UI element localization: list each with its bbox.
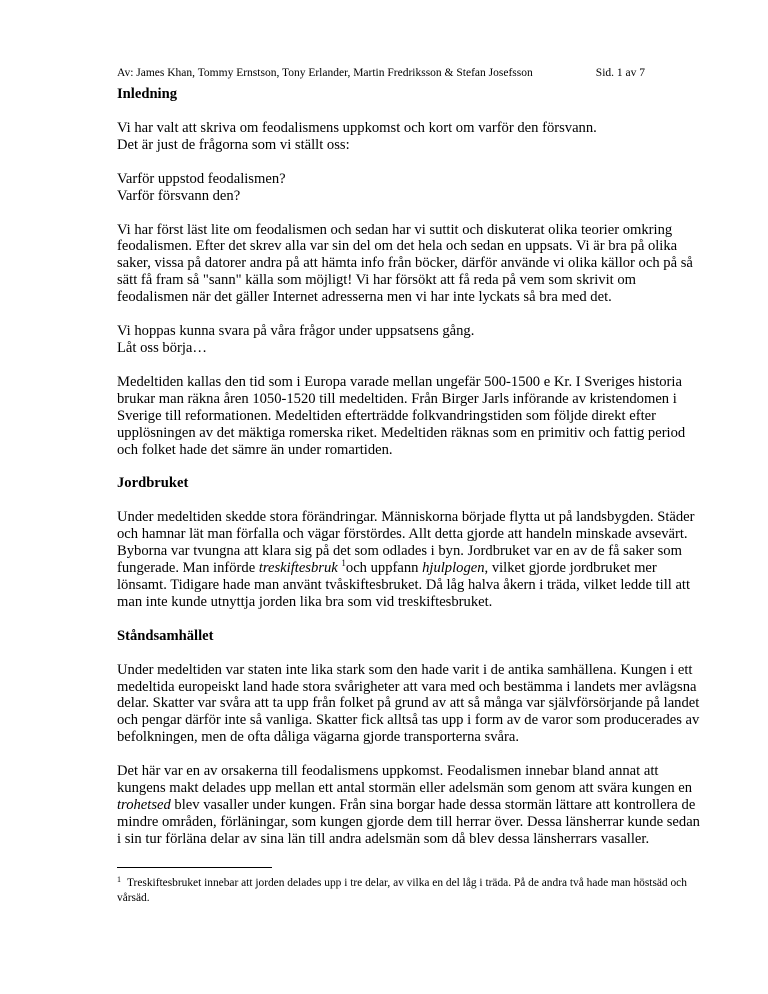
heading-standssamhallet: Ståndsamhället [117, 627, 214, 644]
jordbruket-paragraph [117, 509, 707, 610]
question-2: Varför försvann den? [117, 187, 241, 204]
document-body [117, 86, 707, 848]
page-header [117, 66, 645, 80]
hope-paragraph [117, 323, 707, 357]
footnote-text: Treskiftesbruket innebar att jorden delades upp i tre delar, av vilka en del låg i träda. På de andra två hade man höstsäd och vårsäd. [117, 877, 687, 904]
medeltiden-paragraph: Medeltiden kallas den tid som i Europa varade mellan ungefär 500-1500 e Kr. I Sveriges historia brukar man räkna åren 1050-1520 till medeltiden. Från Birger Jarls införande av kristendomen i Sverige till reformationen. Medeltiden efterträdde folkvandringstiden som följde direkt efter upplösningen av det mäktiga romerska riket. Medeltiden räknas som en primitiv och fattig period och folket hade det sämre än under romartiden. [117, 373, 686, 458]
intro-paragraph [117, 120, 707, 154]
term-treskiftesbruk: treskiftesbruk [258, 560, 338, 577]
standssamhallet-paragraph-1: Under medeltiden var staten inte lika stark som den hade varit i de antika samhällena. Kungen i ett medeltida europeiskt land hade stora svårigheter att vara med och bestämma i landets mer avlägsna delar. Skatter var svåra att ta upp från folket på grund av att så många var självförsörjande på landet och pengar därför inte så vanliga. Skatter fick alltså tas upp i form av de varor som producerades av befolkningen, men de ofta dåliga vägarna gjorde transporterna svåra. [117, 661, 700, 746]
header-page-number: Sid. 1 av 7 [595, 67, 645, 79]
intro-line-2: Det är just de frågorna som vi ställt oss: [117, 136, 350, 153]
header-authors: Av: James Khan, Tommy Ernstson, Tony Erlander, Martin Fredriksson & Stefan Josefsson [117, 67, 533, 79]
term-trohetsed: trohetsed [117, 797, 171, 813]
footnote [117, 876, 717, 906]
intro-line-1: Vi har valt att skriva om feodalismens uppkomst och kort om varför den försvann. [117, 119, 597, 136]
para2-text-after: blev vasaller under kungen. Från sina borgar hade dessa stormän lättare att kontrollera de mindre områden, förläningar, som kungen gjorde dem till herrar över. Dessa länsherrar kunde sedan i sin tur förläna delar av sina län till andra adelsmän som då blev dessa länsherrars vasaller. [117, 797, 700, 847]
question-1: Varför uppstod feodalismen? [117, 170, 286, 187]
method-paragraph: Vi har först läst lite om feodalismen och sedan har vi suttit och diskuterat olika teorier omkring feodalismen. Efter det skrev alla var sin del om det hela och sedan en uppsats. Vi är bra på olika saker, vissa på datorer andra på att hämta info från böcker, därför använde vi olika källor och på så sätt få fram så "sann" källa som möjligt! Vi har försökt att få reda på vem som skrivit om feodalismen när det gäller Internet adresserna men vi har inte lyckats så bra med det. [117, 221, 693, 306]
term-hjulplogen: hjulplogen [422, 560, 485, 577]
footnote-reference[interactable]: 1 [341, 558, 346, 569]
para2-text-before: Det här var en av orsakerna till feodalismens uppkomst. Feodalismen innebar bland annat att kungens makt delades upp mellan ett antal stormän eller adelsmän som genom att svära kungen en [117, 763, 693, 797]
questions-paragraph [117, 171, 707, 205]
heading-inledning: Inledning [117, 86, 178, 102]
heading-jordbruket: Jordbruket [117, 475, 189, 492]
jordbruket-text-after: , vilket gjorde jordbruket mer lönsamt. Tidigare hade man använt tvåskiftesbruket. Då låg halva åkern i träda, vilket ledde till att man inte kunde utnyttja jorden lika bra som vid treskiftesbruket. [117, 560, 691, 610]
jordbruket-text-before: Under medeltiden skedde stora förändringar. Människorna började flytta ut på landsbygden. Städer och hamnar lät man förfalla och vägar förstördes. Allt detta gjorde att handeln minskade avsevärt. Byborna var tvungna att klara sig på det som odlades i byn. Jordbruket var en av de få saker som fungerade. Man införde [117, 509, 695, 577]
hope-line-1: Vi hoppas kunna svara på våra frågor under uppsatsens gång. [117, 323, 475, 340]
footnote-divider [117, 867, 272, 868]
footnote-number: 1 [117, 875, 121, 884]
jordbruket-text-middle: och uppfann [345, 560, 423, 577]
standssamhallet-paragraph-2 [117, 763, 707, 848]
hope-line-2: Låt oss börja… [117, 339, 207, 356]
